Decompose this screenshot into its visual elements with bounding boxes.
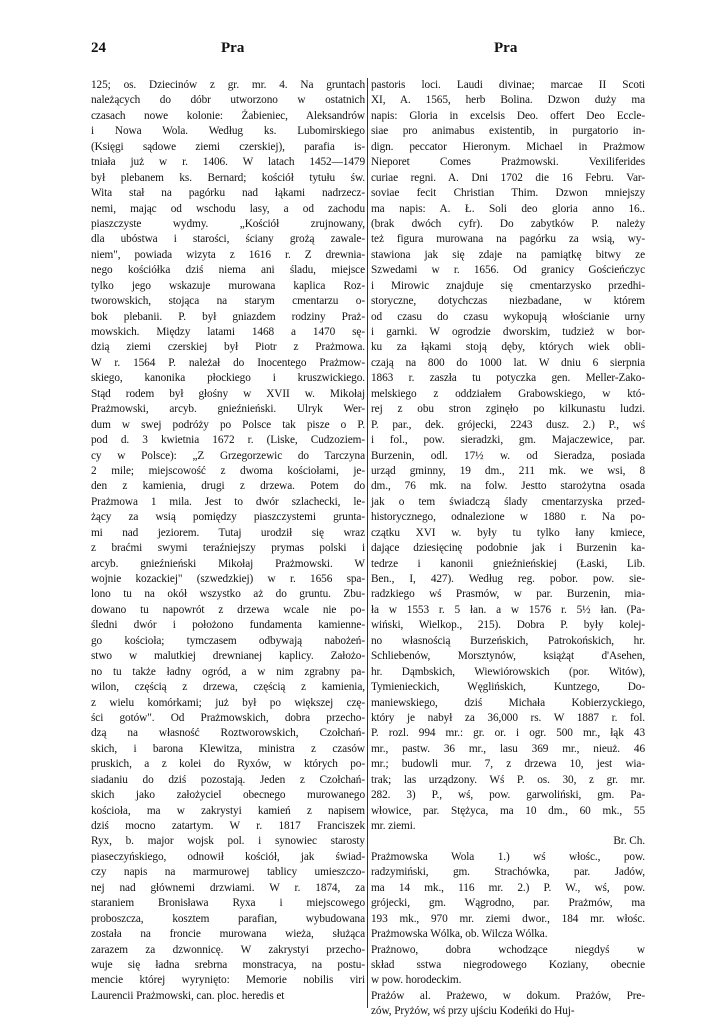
text-line: siadaniu do dziś pozostają. Jeden z Czołchań- [91, 773, 365, 786]
text-line: Tymienieckich, Węglińskich, Kuntzego, Do- [371, 681, 645, 694]
text-line: Ben., I, 427). Według reg. pobor. pow. sie- [371, 573, 645, 585]
text-line: wiński, Wielkop., 215). Dobra P. były kolej- [371, 619, 645, 632]
text-line: i Mirowic znajduje się cmentarzysko przedhi- [371, 279, 645, 292]
text-line: Prażnowo, dobra wchodzące niegdyś w [371, 943, 645, 956]
text-line: w pow. horodeckim. [371, 974, 462, 987]
text-line: skiego, kanonika płockiego i kruszwickiego. [91, 372, 365, 385]
text-line: trak; las urządzony. Wś P. os. 30, z gr. mr. [371, 773, 645, 786]
text-line: staraniem Bronisława Ryxa i miejscowego [91, 897, 365, 910]
text-line: Prażów al. Prażewo, w dokum. Prażów, Pre- [371, 989, 645, 1002]
text-line: napis: Gloria in excelsis Deo. offert Deo Eccle- [371, 109, 645, 122]
text-line: skich, i barona Klewitza, ministra z czasów [91, 742, 365, 755]
text-line: Br. Ch. [613, 835, 645, 848]
text-line: stwo w malutkiej drewnianej kaplicy. Założo- [91, 650, 365, 663]
text-line: dowano tu napowrót z drzewa wcale nie po- [91, 603, 365, 616]
text-line: pastoris loci. Laudi divinae; marcae II Scoti [371, 79, 645, 91]
text-line: który je nabył za 36,000 rs. W 1887 r. fol. [371, 711, 645, 724]
text-line: Prażmowski, arcyb. gnieźnieński. Ulryk Wer- [91, 403, 365, 416]
text-line: mowskich. Między latami 1468 a 1470 sę- [91, 326, 365, 338]
text-line: 1863 r. zaszła tu potyczka gen. Meller-Zako- [371, 372, 645, 385]
text-line: soviae fecit Christian Thim. Dzwon mniejszy [371, 187, 645, 200]
text-line: 2 mile; miejscowość z dwoma kościołami, je- [91, 464, 365, 477]
text-line: mr., pastw. 36 mr., lasu 369 mr., nieuż. 46 [371, 742, 645, 755]
text-line: cy w Polsce): „Z Grzegorzewic do Tarczyna [91, 449, 365, 462]
text-line: mr.; budowli mur. 7, z drzewa 10, jest wia- [371, 758, 645, 771]
text-line: ku za łąkami stoją dęby, których wiek obli- [371, 341, 645, 354]
text-line: 193 mk., 970 mr. ziemi dwor., 184 mr. włośc. [371, 912, 645, 925]
text-line: dzą na własność Roztworowskich, Czołchań- [91, 727, 365, 740]
text-line: tylko jego wskazuje murowana kaplica Roz- [91, 279, 365, 292]
text-line: czają na 800 do 1000 lat. W dniu 6 sierpnia [371, 356, 645, 369]
text-line: siae pro animabus existentib, in purgatorio in- [371, 125, 645, 138]
text-line: arcyb. gnieźnieński Mikołaj Prażmowski. W [91, 557, 365, 570]
text-line: od czasu do czasu wykopują włościanie urny [371, 310, 645, 323]
text-line: dziś mocno zatartym. W r. 1817 Franciszek [91, 820, 365, 832]
text-line: nej nad głównemi drzwiami. W r. 1874, za [91, 881, 365, 894]
text-line: lono tu na okół wszystko aż do gruntu. Zbu- [91, 588, 365, 601]
text-line: pruskich, a z kolei do Ryxów, w których po- [91, 758, 365, 771]
text-line: no tu także ładny ogród, a w nim zgrabny pa- [91, 665, 365, 678]
text-line: 282. 3) P., wś, pow. garwoliński, gm. Pa- [371, 789, 645, 802]
text-line: zarazem za dzwonnicę. W zakrystyi przecho- [91, 943, 365, 956]
column-divider [367, 78, 368, 1008]
text-line: wilon, częścią z drzewa, częścią z kamienia, [91, 681, 365, 694]
text-line: zów, Pryżów, wś przy ujściu Kodeńki do Huj- [371, 1005, 575, 1018]
text-line: Burzenin, odl. 17½ w. od Sieradza, posiada [371, 449, 645, 462]
text-line: skich jako założyciel obecnego murowanego [91, 789, 365, 802]
text-line: tniała już w r. 1406. W latach 1452—1479 [91, 156, 365, 169]
text-line: (brak dwóch cyfr). Do zabytków P. należy [371, 217, 645, 230]
text-line: hr. Dąmbskich, Wiewiórowskich (por. Witów), [371, 665, 645, 678]
text-line: kościoła, ma w zakrystyi kamień z napisem [91, 804, 365, 817]
text-line: skład sstwa niegrodowego Koziany, obecnie [371, 958, 645, 971]
text-line: mi nad jeziorem. Tutaj urodził się wraz [91, 526, 365, 539]
text-line: wuje się ładna srebrna monstracya, na postu- [91, 958, 365, 971]
text-line: Stąd rodem był głośny w XVII w. Mikołaj [91, 387, 365, 400]
text-line: historycznego, odnalezione w 1880 r. Na po- [371, 511, 645, 524]
left-column [91, 78, 365, 1004]
text-line: ma napis: A. Ł. Soli deo gloria anno 16.. [371, 202, 645, 215]
text-line: storyczne, dotychczas niezbadane, w którem [371, 295, 645, 308]
text-line: proboszcza, kosztem parafian, wybudowana [91, 912, 365, 925]
text-line: piaszczyste wydmy. „Kościół zrujnowany, [91, 217, 365, 230]
text-line: i garnki. W ogrodzie dworskim, tudzież w bor- [371, 326, 645, 338]
text-line: wojnie kozackiej" (szwedzkiej) w r. 1656 spa- [91, 573, 365, 585]
text-line: włowice, par. Stężyca, ma 10 dm., 60 mk., 55 [371, 804, 645, 817]
text-line: mencie której wyryniętо: Memorie nobilis viri [91, 974, 365, 987]
text-line: W r. 1564 P. należał do Inocentego Prażmow- [91, 356, 365, 369]
text-line: 125; os. Dziecinów z gr. mr. 4. Na gruntach [91, 79, 365, 91]
text-line: czasach nowe kolonie: Żabieniec, Aleksandrów [91, 109, 365, 122]
text-line: została na froncie murowana wieża, służąca [91, 928, 365, 941]
text-line: radzkiego wś Prasmów, w par. Burzenin, mia- [371, 588, 645, 601]
right-column [371, 78, 645, 1020]
text-line: XI, A. 1565, herb Bolina. Dzwon duży ma [371, 94, 645, 107]
text-line: tedrze i kanonii gnieźnieńskiej (Łaski, Lib. [371, 557, 645, 570]
text-line: P. par., dek. grójecki, 2243 dusz. 2.) P., wś [371, 418, 645, 431]
text-line: Ryx, b. major wojsk pol. i synowiec starosty [91, 835, 365, 848]
text-line: ści gotów". Od Prażmowskich, dobra przecho- [91, 711, 365, 724]
text-line: Nieporet Comes Prażmowski. Vexiliferides [371, 156, 645, 169]
text-line: niem", powiada wizyta z 1616 r. Z drewnia- [91, 248, 365, 261]
text-line: Prażmowska Wólka, ob. Wilcza Wólka. [371, 928, 548, 941]
text-line: czątku XVI w. były tu tylko łany kmiece, [371, 526, 645, 539]
text-line: też figura murowana na pagórku za wsią, wy- [371, 233, 645, 246]
text-line: bok plebanii. P. był gniazdem rodziny Praż- [91, 310, 365, 323]
text-line: dum w swej podróży po Polsce tak pisze o P. [91, 418, 365, 431]
text-line: dm., 76 mk. na folw. Jestto starożytna osada [371, 480, 645, 493]
text-line: mr. ziemi. [371, 820, 416, 832]
text-line: grójecki, gm. Wągrodno, par. Prażmów, ma [371, 897, 645, 910]
text-line: urząd gminny, 19 dm., 211 mk. we wsi, 8 [371, 464, 645, 477]
text-line: czy napis na marmurowej tablicy umieszczo- [91, 866, 365, 879]
text-line: jak o tem świadczą ślady cmentarzyska przed- [371, 495, 645, 508]
text-line: curiae regni. A. Dni 1702 die 16 Febru. Var- [371, 171, 645, 184]
text-line: należących do dóbr utworzono w ostatnich [91, 94, 365, 107]
text-line: tworowskich, stojąca na starym cmentarzu o- [91, 295, 365, 308]
text-line: radzymiński, gm. Strachówka, par. Jadów, [371, 866, 645, 879]
text-line: piaseczyńskiego, odnowił kościół, jak świad- [91, 850, 365, 863]
text-line: dla ubóstwa i starości, ściany grożą zawale- [91, 233, 365, 246]
text-line: den z kamienia, drugi z drzewa. Potem do [91, 480, 365, 493]
text-line: nemi, mając od wschodu lasy, a od zachodu [91, 202, 365, 215]
text-line: nego kościółka dziś niema ani śladu, miejsce [91, 264, 365, 277]
text-line: z wielu komórkami; już był po większej czę- [91, 696, 365, 709]
text-line: pod d. 3 kwietnia 1672 r. (Liske, Cudzoziem- [91, 434, 365, 447]
text-line: Szwedami w r. 1656. Od granicy Gościeńczyc [371, 264, 645, 277]
text-line: no własnością Burzeńskich, Patrokońskich, hr. [371, 634, 645, 647]
page-number: 24 [91, 40, 106, 56]
text-line: śledni dwór i położono fundamenta kamienne- [91, 619, 365, 632]
left-running-head: Pra [221, 40, 245, 56]
text-line: maniewskiego, dziś Michała Kobierzyckiego, [371, 696, 645, 709]
text-line: i Nowa Wola. Według ks. Lubomirskiego [91, 125, 365, 138]
text-line: rej z obu stron zginęło po kilkunastu ludzi. [371, 403, 645, 416]
text-line: Prażmowska Wola 1.) wś włośc., pow. [371, 850, 645, 863]
text-line: żący za wsią pomiędzy piaszczystemi grunta- [91, 511, 365, 524]
text-line: go kościoła; tymczasem odbywają nabożeń- [91, 634, 365, 647]
text-line: z braćmi swymi teraźniejszy prymas polski i [91, 542, 365, 555]
text-line: Laurencii Prażmowski, can. ploc. heredis et [91, 989, 285, 1002]
text-line: dające dziesięcinę podobnie jak i Burzenin ka- [371, 542, 645, 555]
text-line: Prażmowa 1 mila. Jest to dwór szlachecki, le- [91, 495, 365, 508]
text-line: ma 14 mk., 116 mr. 2.) P. W., wś, pow. [371, 881, 645, 894]
text-line: dign. peccator Hieronym. Michael in Prażmow [371, 140, 645, 153]
text-line: był plebanem ks. Bernard; kościół tytułu św. [91, 171, 365, 184]
text-line: (Księgi sądowe ziemi czerskiej), parafia is- [91, 140, 365, 153]
text-line: dzią ziemi czerskiej był Piotr z Prażmowa. [91, 341, 365, 354]
text-line: Wita stał na pagórku nad łąkami nadrzecz- [91, 187, 365, 200]
text-line: i fol., pow. sieradzki, gm. Majaczewice, par. [371, 434, 645, 447]
text-line: stawiona jak się zdaje na pamiątkę bitwy ze [371, 248, 645, 261]
right-running-head: Pra [494, 40, 518, 56]
text-line: ła w 1553 r. 5 łan. a w 1576 r. 5½ łan. (Pa- [371, 603, 645, 616]
text-line: Schliebenów, Morsztynów, książąt d'Asehen, [371, 650, 645, 663]
text-line: melskiego z oddziałem Grabowskiego, w któ- [371, 387, 645, 400]
text-line: P. rozl. 994 mr.: gr. or. i ogr. 500 mr., łąk 43 [371, 727, 645, 740]
